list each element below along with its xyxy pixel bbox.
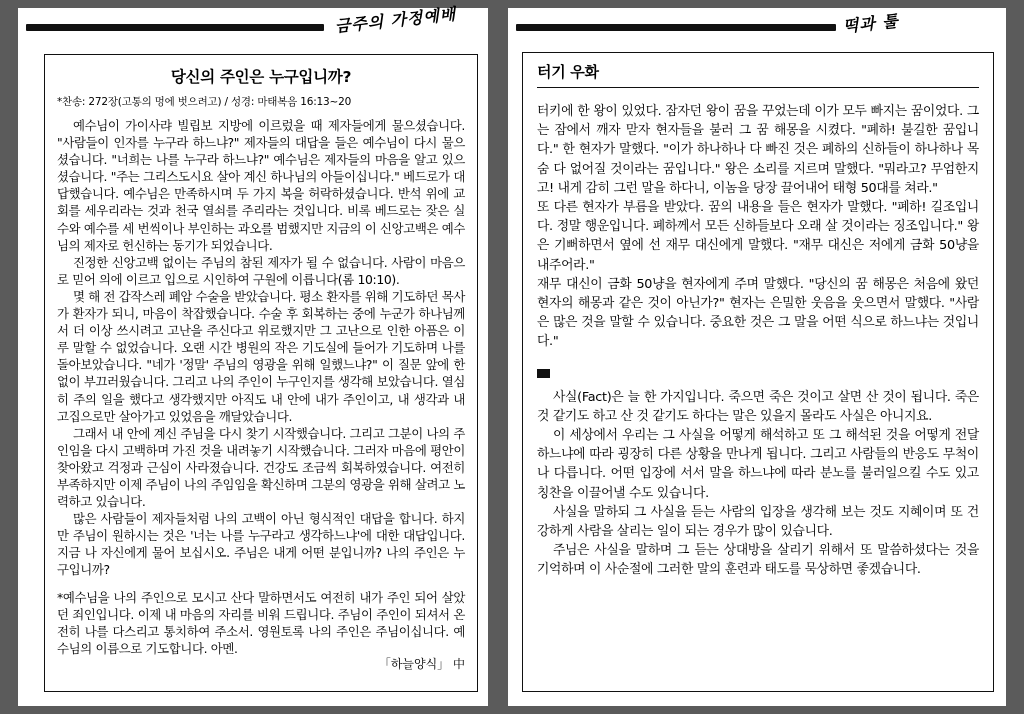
right-article-frame [522, 52, 994, 692]
left-article-title: 당신의 주인은 누구입니까? [170, 68, 352, 86]
right-page-header [508, 8, 1006, 44]
header-rule-right [516, 24, 836, 31]
left-source-credit: 「하늘양식」 中 [378, 656, 465, 671]
right-paragraph: 주님은 사실을 말하며 그 듣는 상대방을 살리기 위해서 또 말씀하셨다는 것을 기억하며 이 사순절에 그러한 말의 훈련과 태도를 묵상하면 좋겠습니다. [537, 543, 979, 578]
left-paragraph: 그래서 내 안에 계신 주님을 다시 찾기 시작했습니다. 그리고 그분이 나의 주인임을 다시 고백하며 가진 것을 내려놓기 시작했습니다. 그러자 마음에 평안이 찾아왔고 걱정과 근심이 사라졌습니다. 건강도 조금씩 회복하였습니다. 여전히 부족하지만 이제 주님이 나의 주임임을 확신하며 그분의 영광을 위해 살려고 노력하고 있습니다. [57, 425, 465, 510]
right-paragraph: 재무 대신이 금화 50냥을 현자에게 주며 말했다. "당신의 꿈 해몽은 처음에 왔던 현자의 해몽과 같은 것이 아닌가?" 현자는 은밀한 웃음을 웃으면서 말했다. "사람은 많은 것을 말할 수 있습니다. 중요한 것은 그 말을 어떤 식으로 하느냐는 것입니다." [537, 276, 979, 350]
right-paragraph: 사실을 말하되 그 사실을 듣는 사람의 입장을 생각해 보는 것도 지혜이며 또 건강하게 사람을 살리는 일이 되는 경우가 많이 있습니다. [537, 504, 979, 540]
section-divider-block [537, 369, 550, 378]
left-article-subhead: *찬송: 272장(고통의 멍에 벗으려고) / 성경: 마태복음 16:13~20 [57, 96, 352, 108]
left-closing-prayer: *예수님을 나의 주인으로 모시고 산다 말하면서도 여전히 내가 주인 되어 살았던 죄인입니다. 이제 내 마음의 자리를 비워 드립니다. 주님이 주인이 되셔서 온전히 나를 다스리고 통치하여 주소서. 영원토록 나의 주인은 주님이십니다. 예수님의 이름으로 기도합니다. 아멘. [57, 589, 465, 656]
left-page [18, 4, 488, 706]
left-paragraph: 예수님이 가이사랴 빌립보 지방에 이르렀을 때 제자들에게 물으셨습니다. "사람들이 인자를 누구라 하느냐?" 제자들의 대답을 들은 예수님이 다시 물으셨습니다. "너희는 나를 누구라 하느냐?" 예수님은 제자들의 마음을 알고 있으셨습니다. "주는 그리스도시요 살아 계신 하나님의 아들이십니다." 베드로가 대답했습니다. 예수님은 만족하시며 두 가지 복을 허락하셨습니다. 반석 위에 교회를 세우리라는 것과 천국 열쇠를 주리라는 것입니다. 비록 베드로는 잦은 실수와 예수를 세 번씩이나 부인하는 과오를 범했지만 지금의 이 신앙고백은 예수님의 제자로 헌신하는 동기가 되었습니다. [57, 118, 465, 253]
left-page-header [18, 4, 488, 44]
left-article-frame [44, 54, 478, 692]
header-rule-left [26, 24, 324, 31]
right-article-title: 터기 우화 [537, 61, 979, 88]
left-paragraph: 많은 사람들이 제자들처럼 나의 고백이 아닌 형식적인 대답을 합니다. 하지만 주님이 원하시는 것은 '너는 나를 누구라고 생각하느냐'에 대한 대답입니다. 지금 나 자신에게 물어 보십시오. 주님은 내게 어떤 분입니까? 나의 주인은 누구입니까? [57, 511, 465, 578]
right-paragraph: 터키에 한 왕이 있었다. 잠자던 왕이 꿈을 꾸었는데 이가 모두 빠지는 꿈이었다. 그는 잠에서 깨자 맏자 현자들을 불러 그 꿈 해몽을 시켰다. "폐하! 불길한 꿈입니다." 한 현자가 말했다. "이가 하나하나 다 빠진 것은 폐하의 신하들이 하나하나 목숨 다 없어질 것이라는 꿈입니다." 왕은 소리를 지르며 말했다. "뭐라고? 무엄한지고! 내게 감히 그런 말을 하다니, 이놈을 당장 끌어내어 태형 50대를 쳐라." [537, 104, 979, 196]
left-paragraph: 진정한 신앙고백 없이는 주님의 참된 제자가 될 수 없습니다. 사람이 마음으로 믿어 의에 이르고 입으로 시인하여 구원에 이릅니다(롬 10:10). [57, 254, 465, 287]
left-banner-title: 금주의 가정예배 [333, 4, 457, 37]
right-paragraph: 또 다른 현자가 부름을 받았다. 꿈의 내용을 들은 현자가 말했다. "폐하! 길조입니다. 정말 행운입니다. 폐하께서 모든 신하들보다 오래 살 것이라는 징조입니다." 왕은 기뻐하면서 옆에 선 재무 대신에게 말했다. "재무 대신은 저에게 금화 50냥을 내주어라." [537, 200, 979, 273]
right-paragraph: 이 세상에서 우리는 그 사실을 어떻게 해석하고 또 그 해석된 것을 어떻게 전달하느냐에 따라 굉장히 다른 상황을 만나게 됩니다. 그리고 사람들의 반응도 무척이나 다릅니다. 어떤 입장에 서서 말을 하느냐에 따라 분노를 불러일으킬 수도 있고 칭찬을 이끌어낼 수도 있습니다. [537, 428, 979, 501]
right-paragraph: 사실(Fact)은 늘 한 가지입니다. 죽으면 죽은 것이고 살면 산 것이 됩니다. 죽은 것 같기도 하고 산 것 같기도 하다는 말은 있을지 몰라도 사실은 아니지요. [537, 389, 979, 424]
right-banner-title: 떡과 툴 [841, 11, 900, 37]
right-page [508, 8, 1006, 706]
left-paragraph: 몇 해 전 갑작스레 폐암 수술을 받았습니다. 평소 환자를 위해 기도하던 목사가 환자가 되니, 마음이 착잡했습니다. 수술 후 회복하는 중에 누군가 하나님께서 더 이상 쓰시려고 고난을 주신다고 위로했지만 그 고난으로 인한 아픔은 이루 말할 수 없었습니다. 오랜 시간 병원의 작은 기도실에 들어가 기도하며 나를 돌아보았습니다. "네가 '정말' 주님의 영광을 위해 일했느냐?" 이 질문 앞에 한없이 부끄러웠습니다. 그리고 나의 주인이 누구인지를 생각해 보았습니다. 열심히 주의 일을 했다고 생각했지만 아직도 내 안에 내가 주인이고, 내 생각과 내 고집으로만 살아가고 있었음을 깨달았습니다. [57, 288, 465, 424]
